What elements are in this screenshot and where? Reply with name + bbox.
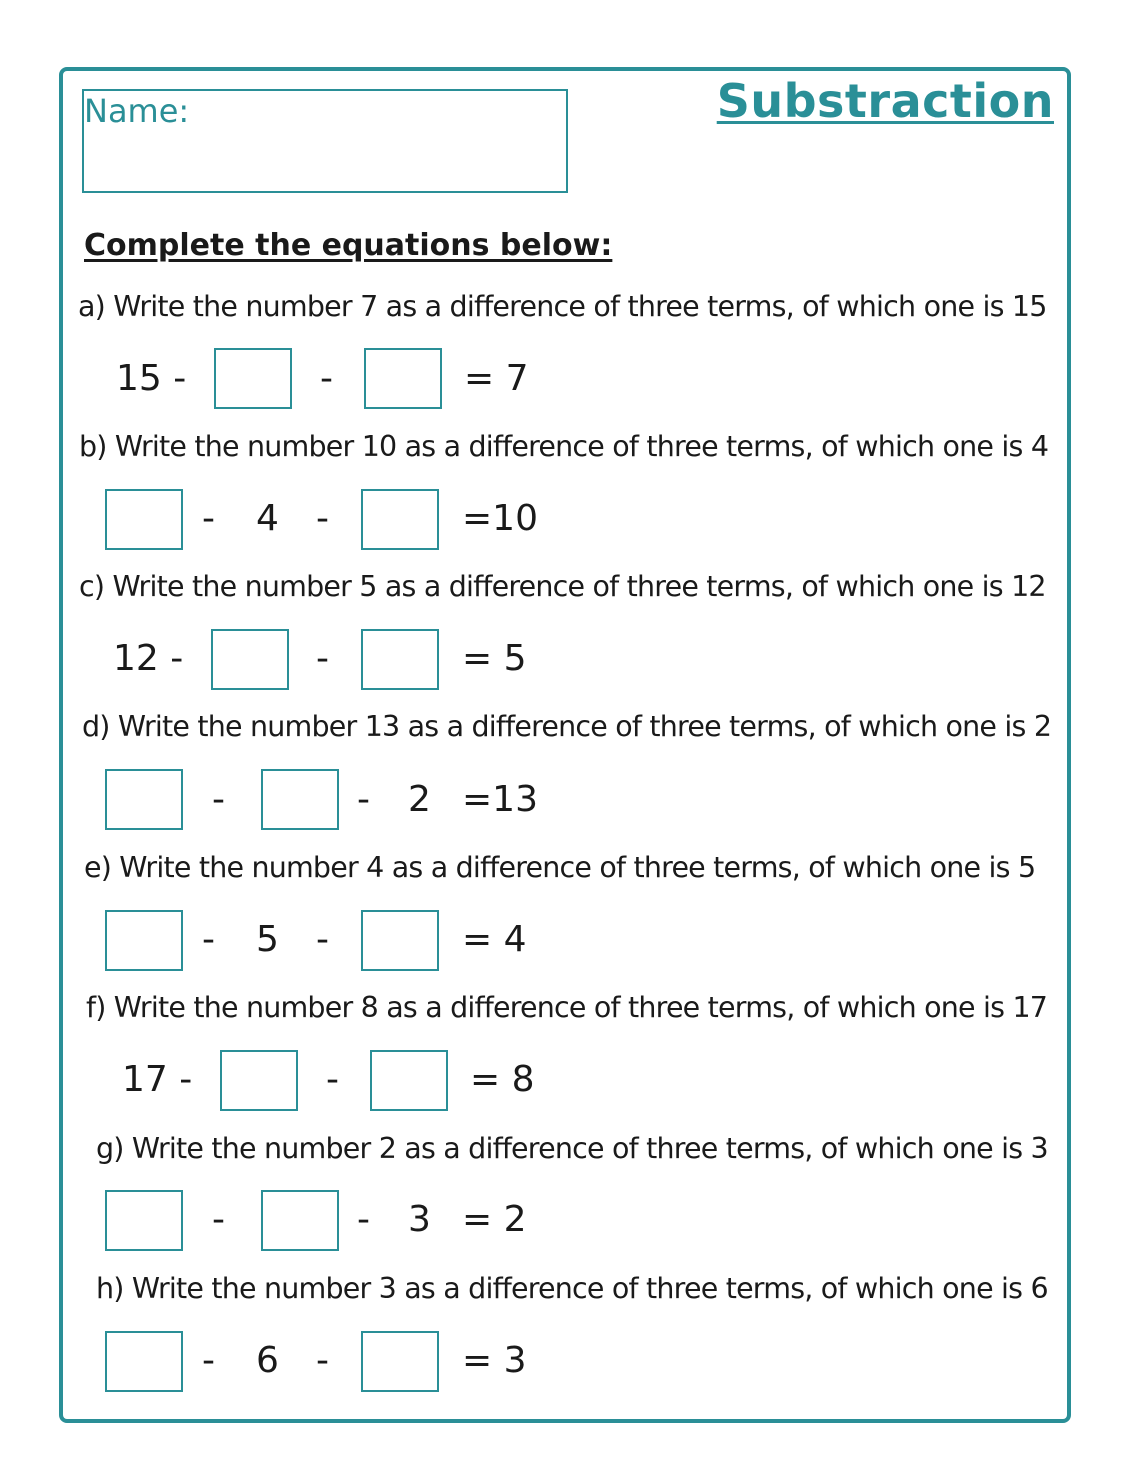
question-g-minus-2: -: [357, 1199, 370, 1240]
question-d-prompt: d) Write the number 13 as a difference of three terms, of which one is 2: [82, 710, 1052, 743]
worksheet-border: [59, 67, 1071, 1423]
question-d-known-last: 2: [408, 779, 431, 820]
question-a-answer-box-2[interactable]: [364, 348, 442, 409]
instructions-heading: Complete the equations below:: [84, 228, 613, 263]
question-b-prompt: b) Write the number 10 as a difference of three terms, of which one is 4: [79, 430, 1049, 463]
question-c-answer-box-2[interactable]: [361, 629, 439, 690]
question-a-answer-box-1[interactable]: [214, 348, 292, 409]
question-a-minus: -: [320, 358, 333, 399]
question-d-minus-1: -: [212, 779, 225, 820]
question-b-result: =10: [462, 498, 538, 539]
question-d-result: =13: [462, 779, 538, 820]
page-title: Substraction: [716, 74, 1054, 128]
question-h-known-middle: 6: [256, 1340, 279, 1381]
question-h-minus-1: -: [202, 1340, 215, 1381]
question-b-answer-box-1[interactable]: [105, 489, 183, 550]
question-f-result: = 8: [470, 1059, 535, 1100]
question-a-result: = 7: [464, 358, 529, 399]
question-d-answer-box-2[interactable]: [261, 769, 339, 830]
question-g-minus-1: -: [212, 1199, 225, 1240]
question-c-minus: -: [316, 638, 329, 679]
question-f-prompt: f) Write the number 8 as a difference of three terms, of which one is 17: [86, 991, 1048, 1024]
question-b-minus-2: -: [316, 498, 329, 539]
question-b-known-middle: 4: [256, 498, 279, 539]
question-d-answer-box-1[interactable]: [105, 769, 183, 830]
question-h-prompt: h) Write the number 3 as a difference of three terms, of which one is 6: [96, 1272, 1048, 1305]
question-c-result: = 5: [462, 638, 527, 679]
question-e-minus-1: -: [202, 919, 215, 960]
question-f-answer-box-2[interactable]: [370, 1050, 448, 1111]
question-g-answer-box-1[interactable]: [105, 1190, 183, 1251]
question-a-prompt: a) Write the number 7 as a difference of three terms, of which one is 15: [78, 290, 1047, 323]
name-label: Name:: [84, 92, 190, 130]
question-h-answer-box-1[interactable]: [105, 1331, 183, 1392]
question-f-known-first: 17 -: [122, 1059, 193, 1100]
question-e-result: = 4: [462, 919, 527, 960]
question-c-answer-box-1[interactable]: [211, 629, 289, 690]
question-e-answer-box-1[interactable]: [105, 910, 183, 971]
question-g-answer-box-2[interactable]: [261, 1190, 339, 1251]
question-c-prompt: c) Write the number 5 as a difference of three terms, of which one is 12: [79, 570, 1046, 603]
question-a-known-first: 15 -: [116, 358, 187, 399]
question-b-minus-1: -: [202, 498, 215, 539]
question-e-prompt: e) Write the number 4 as a difference of three terms, of which one is 5: [84, 851, 1036, 884]
question-g-prompt: g) Write the number 2 as a difference of three terms, of which one is 3: [96, 1132, 1048, 1165]
question-b-answer-box-2[interactable]: [361, 489, 439, 550]
question-c-known-first: 12 -: [113, 638, 184, 679]
question-g-result: = 2: [462, 1199, 527, 1240]
question-e-minus-2: -: [316, 919, 329, 960]
question-h-minus-2: -: [316, 1340, 329, 1381]
question-f-answer-box-1[interactable]: [220, 1050, 298, 1111]
question-f-minus: -: [326, 1059, 339, 1100]
question-e-answer-box-2[interactable]: [361, 910, 439, 971]
question-h-result: = 3: [462, 1340, 527, 1381]
question-d-minus-2: -: [357, 779, 370, 820]
question-g-known-last: 3: [408, 1199, 431, 1240]
question-e-known-middle: 5: [256, 919, 279, 960]
question-h-answer-box-2[interactable]: [361, 1331, 439, 1392]
